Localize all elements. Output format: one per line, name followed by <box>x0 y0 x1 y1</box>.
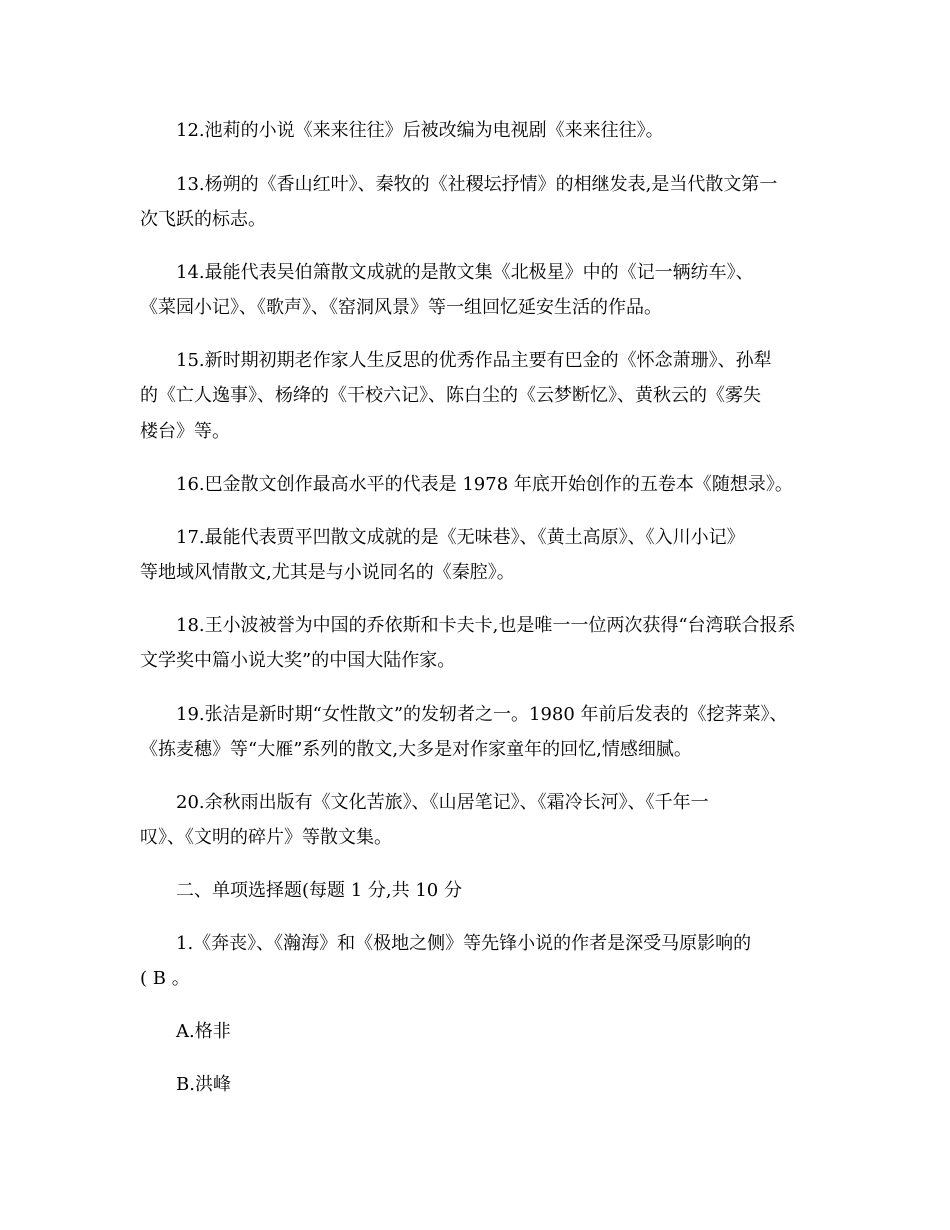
answer-blank: ( B 。 <box>140 968 190 989</box>
text-line: 17.最能代表贾平凹散文成就的是《无味巷》、《黄土高原》、《入川小记》 <box>176 527 745 548</box>
option-a: A.格非 <box>176 1021 231 1042</box>
text-line: 19.张洁是新时期“女性散文”的发轫者之一。1980 年前后发表的《挖荠菜》、 <box>176 704 788 725</box>
text-line: 13.杨朔的《香山红叶》、秦牧的《社稷坛抒情》的相继发表,是当代散文第一 <box>176 174 778 195</box>
text-line: 14.最能代表吴伯箫散文成就的是散文集《北极星》中的《记一辆纺车》、 <box>176 262 754 283</box>
section-heading: 二、单项选择题(每题 1 分,共 10 分 <box>176 880 462 901</box>
text-line: 文学奖中篇小说大奖”的中国大陆作家。 <box>140 650 456 671</box>
text-line: 16.巴金散文创作最高水平的代表是 1978 年底开始创作的五卷本《随想录》。 <box>176 474 793 495</box>
text-line: 15.新时期初期老作家人生反思的优秀作品主要有巴金的《怀念萧珊》、孙犁 <box>176 350 772 371</box>
text-line: 20.余秋雨出版有《文化苦旅》、《山居笔记》、《霜冷长河》、《千年一 <box>176 792 709 813</box>
question-text: 1.《奔丧》、《瀚海》和《极地之侧》等先锋小说的作者是深受马原影响的 <box>176 933 752 954</box>
text-line: 《拣麦穗》等“大雁”系列的散文,大多是对作家童年的回忆,情感细腻。 <box>140 739 692 760</box>
text-line: 《菜园小记》、《歌声》、《窑洞风景》等一组回忆延安生活的作品。 <box>140 297 662 318</box>
text-line: 楼台》等。 <box>140 421 230 442</box>
text-line: 12.池莉的小说《来来往往》后被改编为电视剧《来来往往》。 <box>176 120 664 141</box>
text-line: 18.王小波被誉为中国的乔依斯和卡夫卡,也是唯一一位两次获得“台湾联合报系 <box>176 615 796 636</box>
text-line: 次飞跃的标志。 <box>140 209 266 230</box>
text-line: 等地域风情散文,尤其是与小说同名的《秦腔》。 <box>140 562 515 583</box>
option-b: B.洪峰 <box>176 1074 231 1095</box>
text-line: 的《亡人逸事》、杨绛的《干校六记》、陈白尘的《云梦断忆》、黄秋云的《雾失 <box>140 385 761 406</box>
text-line: 叹》、《文明的碎片》等散文集。 <box>140 827 392 848</box>
